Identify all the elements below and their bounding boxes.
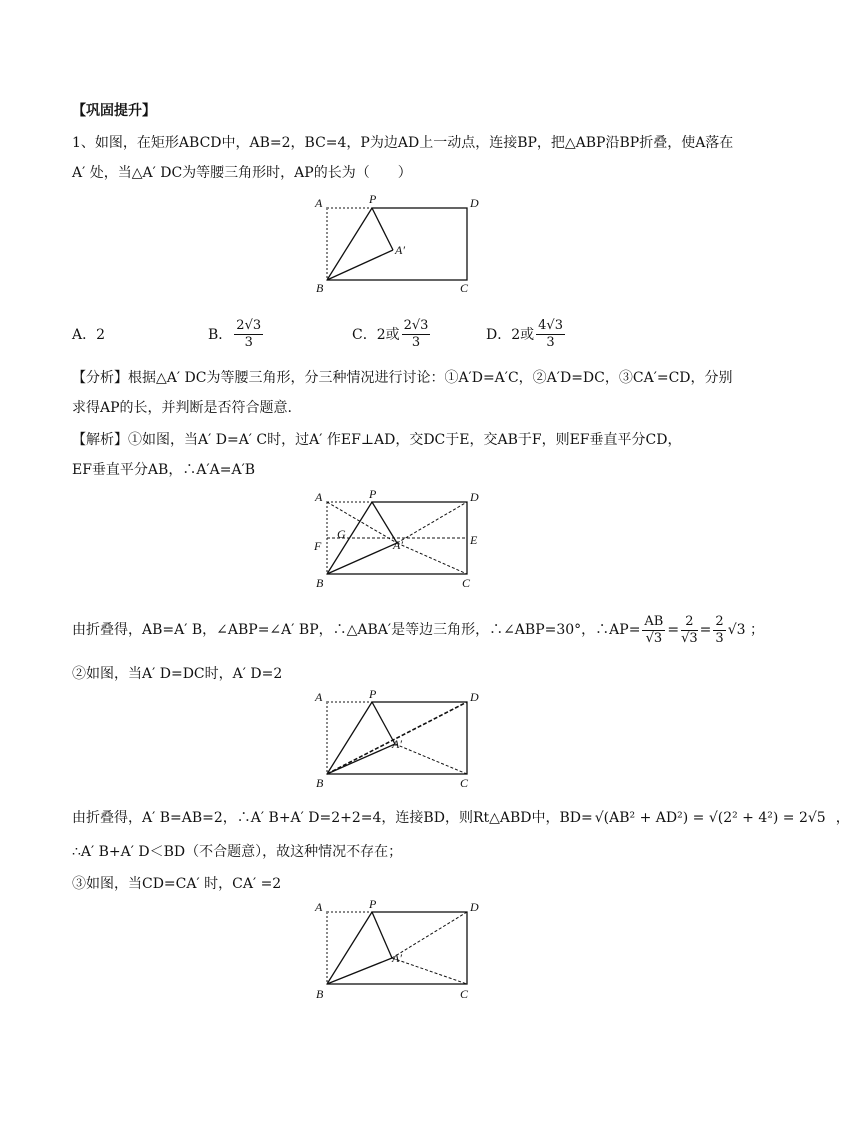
label-B: B [316,987,324,1001]
label-A: A [315,490,323,504]
label-B: B [316,281,324,295]
solution-line-2: EF垂直平分AB，∴A′A=A′B [72,462,256,478]
label-E: E [470,533,478,547]
case3-heading: ③如图，当CD=CA′ 时，CA′ =2 [72,876,282,892]
option-c: C．2或 $\frac{2√3}{3}$ [352,317,429,350]
label-C: C [460,776,469,790]
figure-3 [310,688,490,792]
case2-conclusion: ∴A′ B+A′ D＜BD（不合题意），故这种情况不存在； [72,844,403,860]
option-b: B． $\frac{2√3}{3}$ [208,317,262,350]
option-d: D．2或 $\frac{4√3}{3}$ [486,317,563,350]
label-B: B [316,776,324,790]
label-G: G [337,527,346,541]
label-A1: A′ [395,243,405,257]
analysis-line-1: 【分析】根据△A′ DC为等腰三角形，分三种情况进行讨论：①A′D=A′C，②A′D=DC，③CA′=CD，分别 [72,370,733,386]
figure-2 [310,488,490,592]
label-A1: A′ [392,951,402,965]
label-D: D [470,490,479,504]
label-P: P [369,192,377,206]
label-A1: A′ [393,538,403,552]
analysis-line-2: 求得AP的长，并判断是否符合题意. [72,400,292,416]
case2-heading: ②如图，当A′ D=DC时，A′ D=2 [72,666,283,682]
case1-line: 由折叠得，AB=A′ B，∠ABP=∠A′ BP，∴△ABA′是等边三角形，∴∠ABP=30°，∴AP= $\frac{AB}{√3}$ = $\frac{2}{√3}$ = $\frac{2}{3}$ √3 ； [72,613,764,646]
label-P: P [369,487,377,501]
label-A: A [315,690,323,704]
solution-line-1: 【解析】①如图，当A′ D=A′ C时，过A′ 作EF⊥AD，交DC于E，交AB于F，则EF垂直平分CD， [72,432,682,448]
label-C: C [462,576,471,590]
label-C: C [460,281,469,295]
label-D: D [470,900,479,914]
label-B: B [316,576,324,590]
label-A: A [315,900,323,914]
label-D: D [470,690,479,704]
label-D: D [470,196,479,210]
label-P: P [369,897,377,911]
figure-4 [310,896,490,1004]
section-heading: 【巩固提升】 [72,103,156,119]
question-line-1: 1、如图，在矩形ABCD中，AB=2，BC=4，P为边AD上一动点，连接BP，把△ABP沿BP折叠，使A落在 [72,135,734,151]
label-C: C [460,987,469,1001]
label-P: P [369,687,377,701]
question-line-2: A′ 处，当△A′ DC为等腰三角形时，AP的长为（ ） [72,165,412,181]
case2-expression: √(AB² + AD²) = √(2² + 4²) = 2√5 [594,810,826,826]
figure-1 [310,192,490,298]
option-a: A．2 [72,327,106,343]
label-A1: A′ [392,737,402,751]
case2-line: 由折叠得，A′ B=AB=2，∴A′ B+A′ D=2+2=4，连接BD，则Rt△ABD中，BD= √(AB² + AD²) = √(2² + 4²) = 2√5 ， [72,810,850,826]
label-A: A [315,196,323,210]
label-F: F [314,539,322,553]
